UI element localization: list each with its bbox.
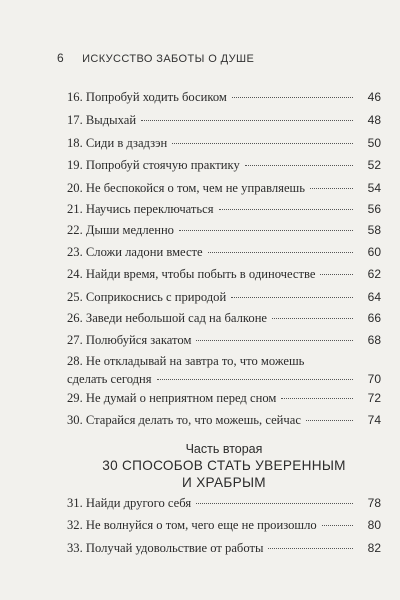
toc-entry-page: 78 [367,496,381,510]
toc-entry-title: 29. Не думай о неприятном перед сном [67,391,277,405]
dot-leader [179,230,353,231]
part-title-continued: И ХРАБРЫМ [182,475,266,490]
toc-entry-title: 28. Не откладывай на завтра то, что можешь [67,354,305,368]
toc-entry-page: 62 [367,267,381,281]
dot-leader [232,97,353,98]
dot-leader [306,420,353,421]
toc-entry-title: 23. Сложи ладони вместе [67,245,203,259]
toc-entry [67,331,381,349]
toc-entry-page: 56 [367,202,381,216]
toc-entry-page: 70 [367,372,381,386]
toc-entry [67,88,381,106]
toc-entry-page: 46 [367,90,381,104]
toc-entry-page: 48 [367,113,381,127]
dot-leader [141,120,353,121]
toc-entry-title: 25. Соприкоснись с природой [67,290,227,304]
dot-leader [268,548,353,549]
dot-leader [245,165,353,166]
toc-entry [67,243,381,261]
toc-entry-title: 22. Дыши медленно [67,223,174,237]
dot-leader [208,252,353,253]
running-title: ИСКУССТВО ЗАБОТЫ О ДУШЕ [82,53,255,65]
toc-entry-title: 24. Найди время, чтобы побыть в одиночестве [67,267,316,281]
toc-entry-page: 60 [367,245,381,259]
toc-entry [67,411,381,429]
toc-entry-title: 30. Старайся делать то, что можешь, сейчас [67,413,301,427]
dot-leader [231,297,353,298]
dot-leader [172,143,353,144]
dot-leader [281,398,353,399]
part-heading [67,441,381,491]
toc-entry-title: 20. Не беспокойся о том, чем не управляешь [67,181,305,195]
toc-entry-title: 19. Попробуй стоячую практику [67,158,240,172]
toc-entry [67,221,381,239]
toc-entry [67,265,381,283]
toc-entry [67,111,381,129]
toc-entry [67,179,381,197]
toc-entry-page: 52 [367,158,381,172]
toc-entry-page: 64 [367,290,381,304]
page-number: 6 [57,51,65,65]
toc-entry-page: 54 [367,181,381,195]
toc-entry [67,539,381,557]
toc-entry-title: 21. Научись переключаться [67,202,214,216]
toc-entry-title: 18. Сиди в дзадзэн [67,136,168,150]
toc-entry [67,516,381,534]
toc-entry-page: 58 [367,223,381,237]
toc-entry-page: 72 [367,391,381,405]
part-title: 30 СПОСОБОВ СТАТЬ УВЕРЕННЫМ [102,458,346,473]
toc-entry [67,309,381,327]
toc-entry-page: 50 [367,136,381,150]
toc-entry [67,288,381,306]
toc-entry-title: 32. Не волнуйся о том, чего еще не произошло [67,518,317,532]
dot-leader [322,525,353,526]
toc-entry [67,134,381,152]
toc-entry-title: 17. Выдыхай [67,113,137,127]
toc-entry-title: 26. Заведи небольшой сад на балконе [67,311,268,325]
page-header [57,51,254,65]
dot-leader [320,274,353,275]
dot-leader [196,503,353,504]
toc-entry-title: 16. Попробуй ходить босиком [67,90,227,104]
part-label: Часть вторая [185,442,263,456]
dot-leader [157,379,353,380]
toc-entry-page: 74 [367,413,381,427]
dot-leader [219,209,353,210]
toc-entry-page: 66 [367,311,381,325]
toc-entry-page: 82 [367,541,381,555]
toc-entry [67,494,381,512]
toc-entry-title: 27. Полюбуйся закатом [67,333,192,347]
dot-leader [196,340,353,341]
toc-entry-page: 68 [367,333,381,347]
toc-entry-title-continued: сделать сегодня [67,372,152,386]
dot-leader [310,188,353,189]
toc-entry-title: 33. Получай удовольствие от работы [67,541,264,555]
toc-entry [67,352,381,388]
dot-leader [272,318,353,319]
toc-entry-title: 31. Найди другого себя [67,496,192,510]
toc-entry-page: 80 [367,518,381,532]
toc-entry [67,389,381,407]
toc-entry [67,200,381,218]
toc-entry [67,156,381,174]
